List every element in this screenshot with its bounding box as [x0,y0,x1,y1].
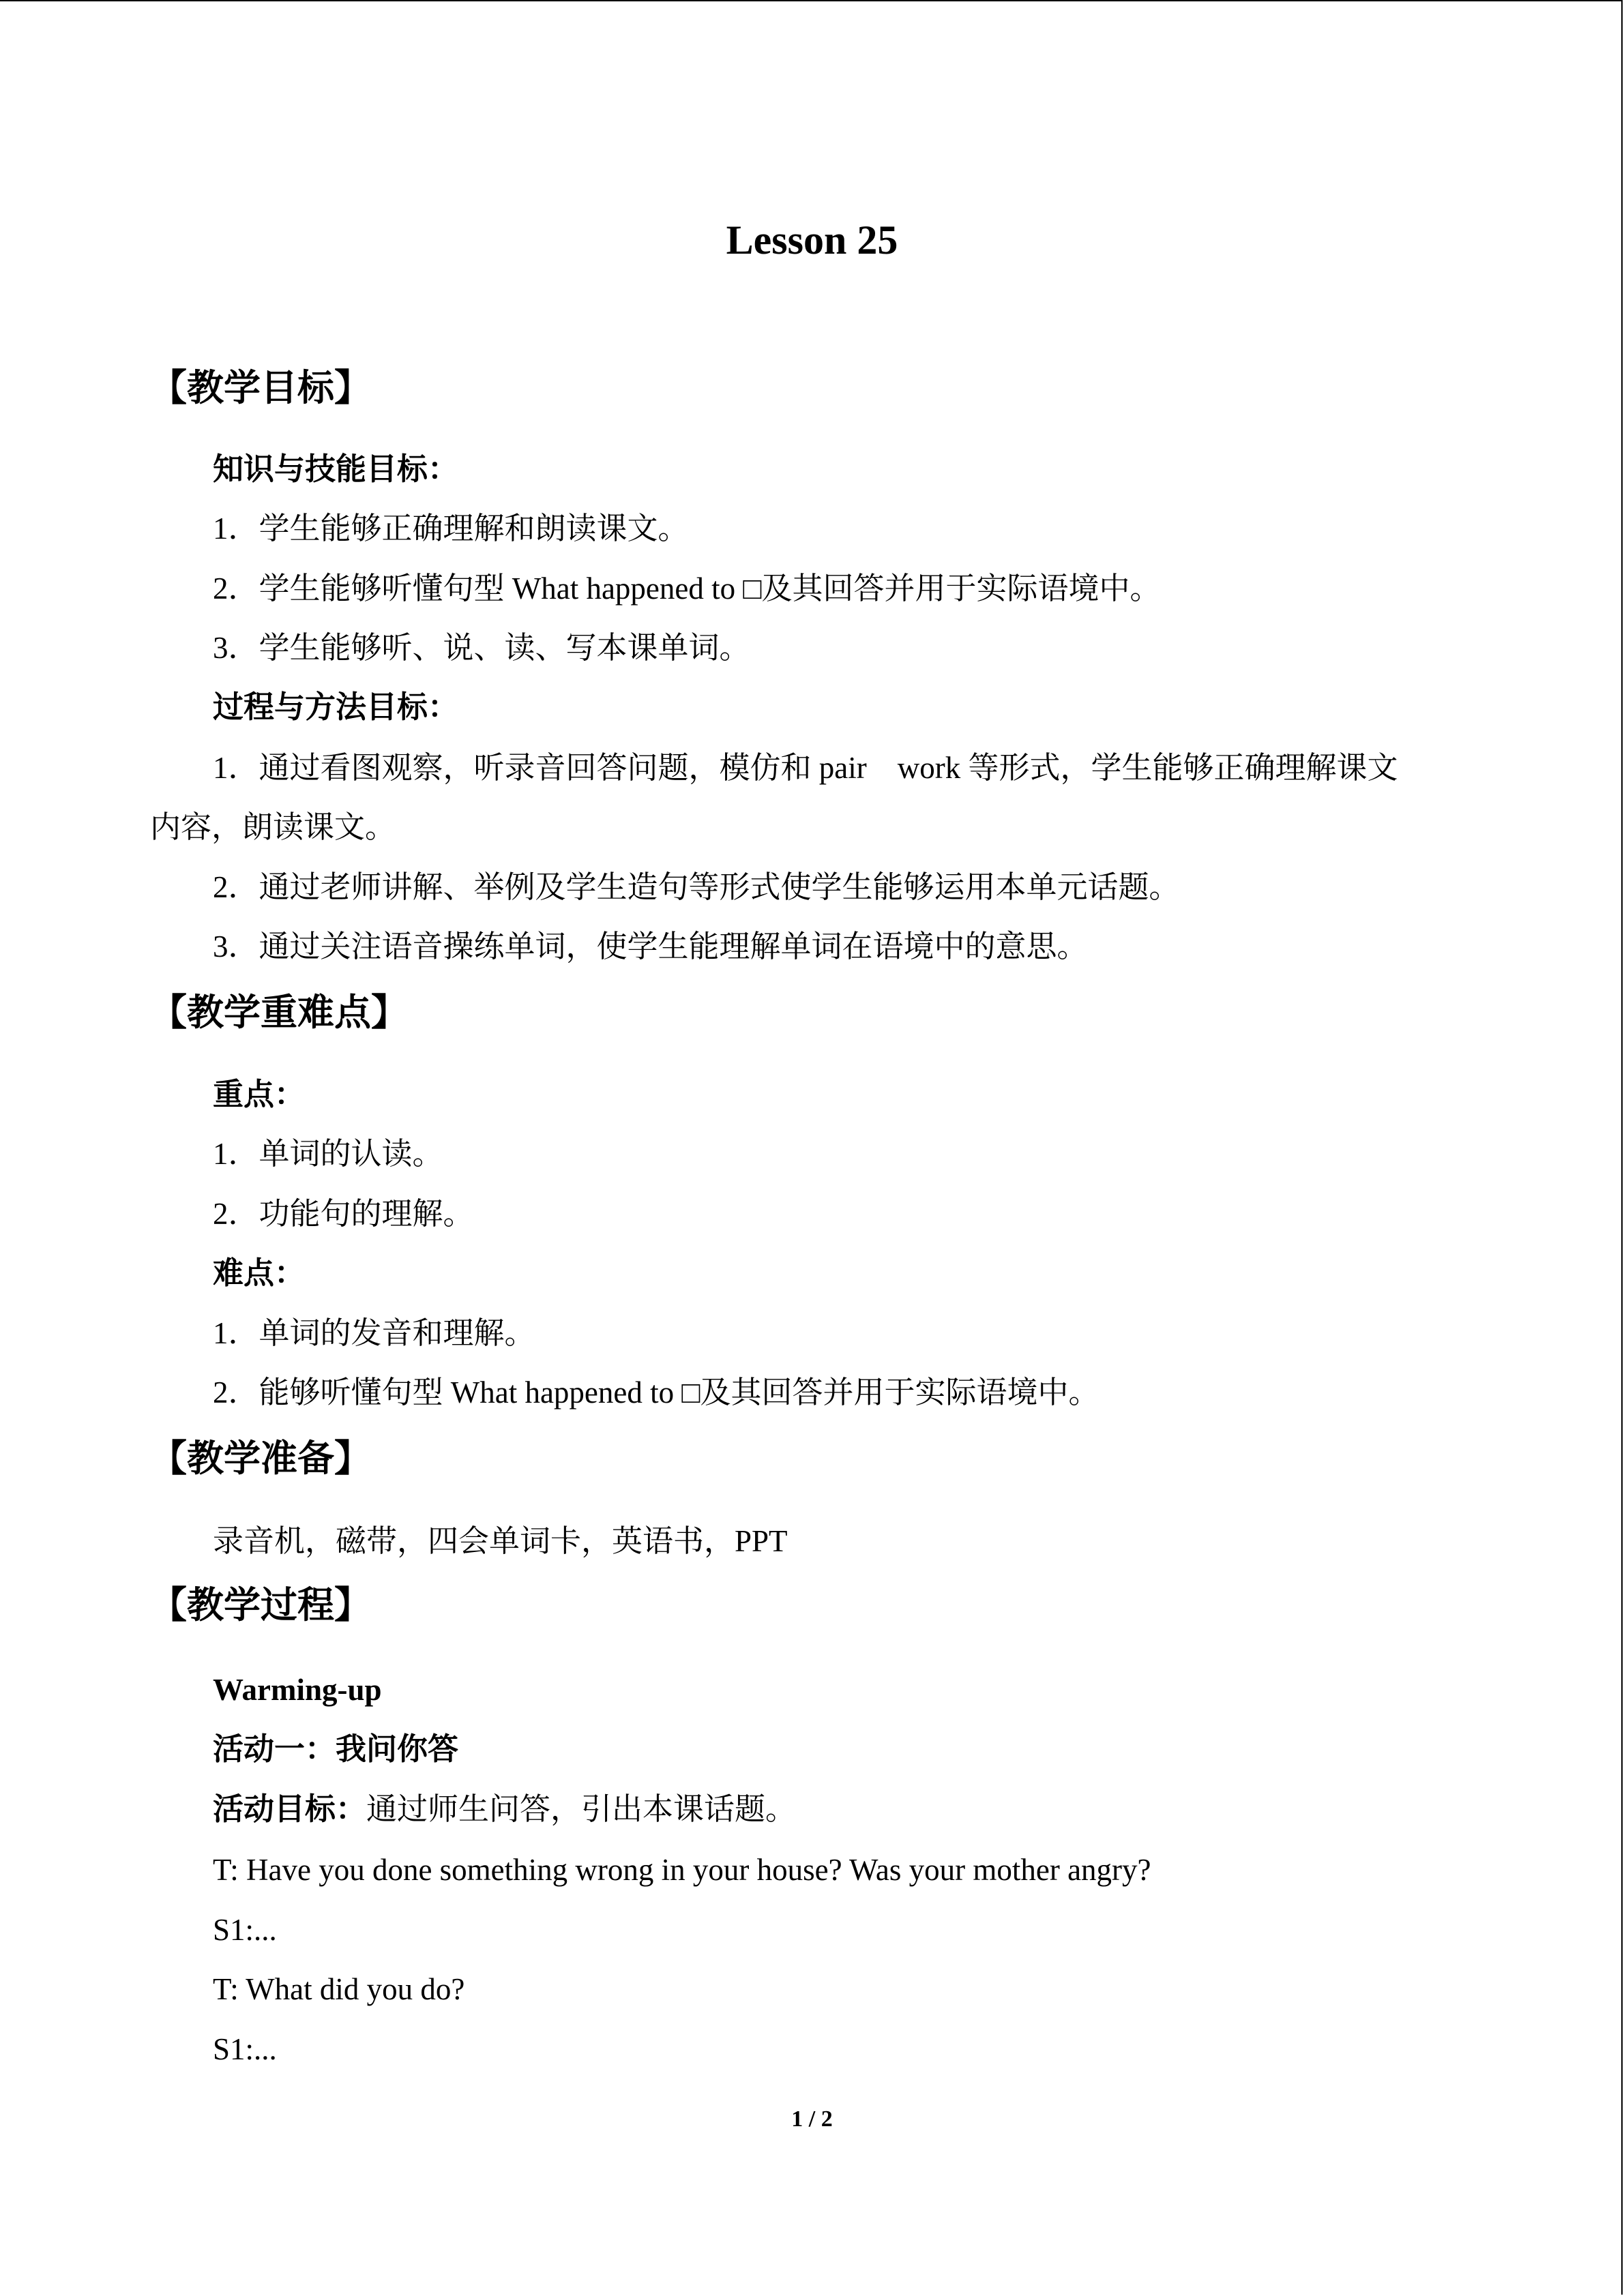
process-item-1-line-1: 1．通过看图观察，听录音回答问题，模仿和 pair work 等形式，学生能够正确理解课文 [213,751,1398,785]
warming-up-label: Warming-up [213,1673,382,1707]
section-heading-objectives: 【教学目标】 [150,366,371,409]
dialogue-line-3: T: What did you do? [213,1972,465,2006]
section-heading-key-points: 【教学重难点】 [150,991,408,1034]
activity-goal-text: 通过师生问答，引出本课话题。 [366,1792,797,1826]
preparation-text: 录音机，磁带，四会单词卡，英语书，PPT [213,1524,788,1558]
activity-goal-label: 活动目标： [213,1792,367,1826]
page-number: 1 / 2 [791,2106,833,2132]
dialogue-line-4: S1:... [213,2032,277,2066]
difficulty-label: 难点： [213,1256,306,1290]
section-heading-preparation: 【教学准备】 [150,1437,371,1480]
knowledge-item-2: 2．学生能够听懂句型 What happened to □及其回答并用于实际语境中。 [213,571,1161,606]
process-item-2: 2．通过老师讲解、举例及学生造句等形式使学生能够运用本单元话题。 [213,870,1180,904]
difficulty-item-1: 1．单词的发音和理解。 [213,1316,535,1350]
knowledge-item-3: 3．学生能够听、说、读、写本课单词。 [213,631,750,665]
dialogue-line-2: S1:... [213,1913,277,1947]
focus-item-2: 2．功能句的理解。 [213,1197,474,1231]
process-item-3: 3．通过关注语音操练单词，使学生能理解单词在语境中的意思。 [213,929,1088,964]
dialogue-line-1: T: Have you done something wrong in your house? Was your mother angry? [213,1853,1151,1887]
process-method-label: 过程与方法目标： [213,690,459,724]
focus-item-1: 1．单词的认读。 [213,1137,443,1171]
activity-goal-line [213,1789,796,1830]
activity-1-label: 活动一：我问你答 [213,1732,459,1766]
focus-label: 重点： [213,1077,306,1112]
document-title: Lesson 25 [726,218,898,263]
section-heading-process: 【教学过程】 [150,1583,371,1626]
process-item-1-line-2: 内容，朗读课文。 [150,810,396,844]
difficulty-item-2: 2．能够听懂句型 What happened to □及其回答并用于实际语境中。 [213,1375,1099,1410]
knowledge-item-1: 1．学生能够正确理解和朗读课文。 [213,511,689,546]
knowledge-skill-label: 知识与技能目标： [213,452,459,486]
